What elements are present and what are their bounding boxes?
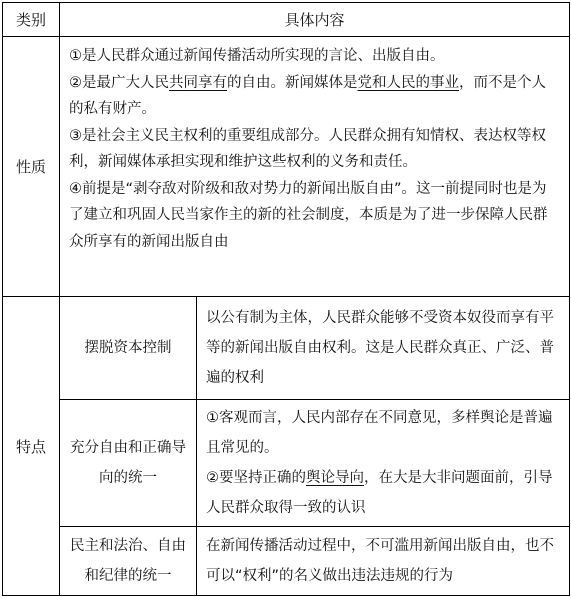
nature-point-2-underline-2: 党和人民的事业 xyxy=(357,74,459,91)
feature-2-name: 充分自由和正确导向的统一 xyxy=(60,400,197,527)
feature-row-2 xyxy=(3,400,570,527)
feature-1-name: 摆脱资本控制 xyxy=(60,297,197,400)
nature-label: 性质 xyxy=(3,37,60,297)
feature-2-point-2 xyxy=(206,463,561,523)
nature-point-2-text-c: ，而不是个人的私有财产。 xyxy=(69,74,546,117)
features-label: 特点 xyxy=(3,297,60,596)
feature-2-point-1: ①客观而言，人民内部存在不同意见，多样舆论是普遍且常见的。 xyxy=(206,410,553,456)
header-content: 具体内容 xyxy=(60,3,570,37)
nature-point-2-text-b: 的自由。新闻媒体是 xyxy=(227,74,358,91)
feature-3-desc: 在新闻传播活动过程中，不可滥用新闻出版自由，也不可以“权利”的名义做出违法违规的行为 xyxy=(197,527,570,596)
table-header-row xyxy=(3,3,570,37)
feature-2-point-2-underline: 舆论导向 xyxy=(306,470,364,486)
feature-row-3 xyxy=(3,527,570,596)
nature-point-3: ③是社会主义民主权利的重要组成部分。人民群众拥有知情权、表达权等权利，新闻媒体承担实现和维护这些权利的义务和责任。 xyxy=(69,127,546,170)
nature-point-1: ①是人民群众通过新闻传播活动所实现的言论、出版自由。 xyxy=(69,48,445,64)
nature-point-2-underline-1: 共同享有 xyxy=(169,74,227,91)
feature-row-1 xyxy=(3,297,570,400)
feature-2-point-2-text-a: ②要坚持正确的 xyxy=(206,470,306,486)
nature-point-4: ④前提是“剥夺敌对阶级和敌对势力的新闻出版自由”。这一前提同时也是为了建立和巩固人民当家作主的新的社会制度，本质是为了进一步保障人民群众所享有的新闻出版自由 xyxy=(69,180,548,250)
feature-3-name: 民主和法治、自由和纪律的统一 xyxy=(60,527,197,596)
content-table xyxy=(2,2,570,596)
nature-content xyxy=(60,37,570,297)
header-category: 类别 xyxy=(3,3,60,37)
nature-row xyxy=(3,37,570,297)
feature-2-desc xyxy=(197,400,570,527)
nature-point-2 xyxy=(69,70,559,123)
nature-point-2-text-a: ②是最广大人民 xyxy=(69,74,169,91)
feature-1-desc: 以公有制为主体，人民群众能够不受资本奴役而享有平等的新闻出版自由权利。这是人民群众真正、广泛、普遍的权利 xyxy=(197,297,570,400)
feature-2-point-2-text-b: ，在大是大非问题面前，引导人民群众取得一致的认识 xyxy=(206,470,553,516)
